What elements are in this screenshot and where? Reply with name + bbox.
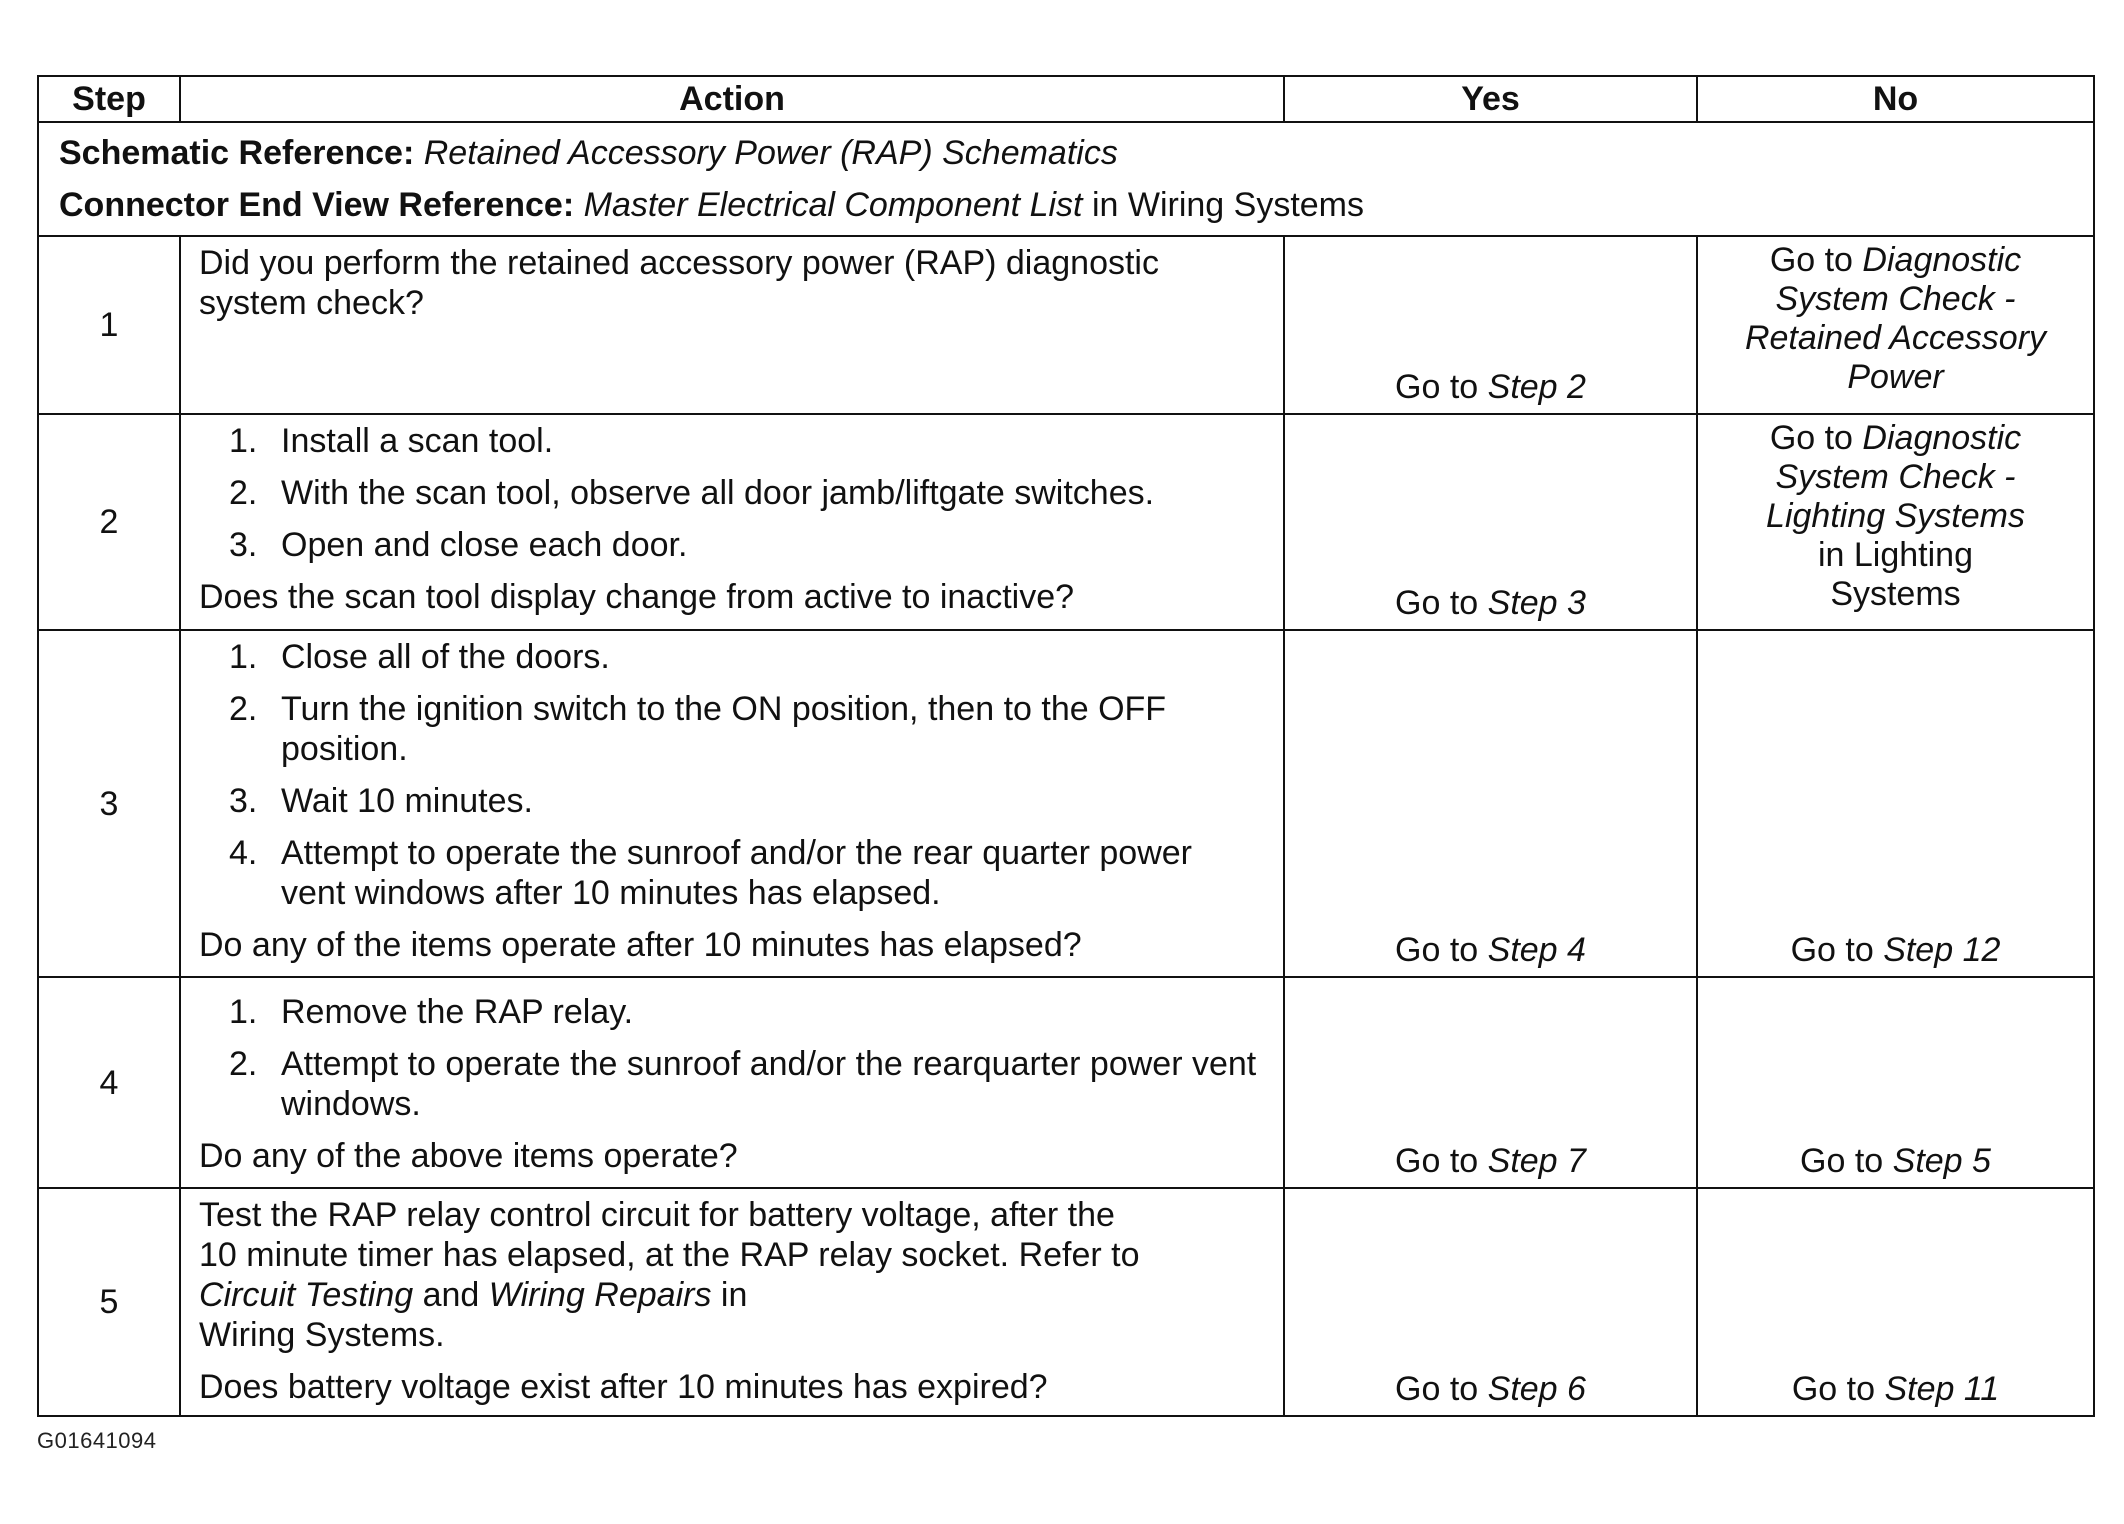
yes-cell [1284,630,1697,977]
step-number: 3 [38,630,180,977]
action-line: Wiring Systems. [199,1316,445,1354]
sub-step-text: With the scan tool, observe all door jamb/liftgate switches. [281,474,1155,512]
header-yes: Yes [1284,76,1697,122]
sub-step [199,473,1265,513]
goto-target: Retained Accessory [1744,319,2047,357]
table-row [38,630,2094,977]
goto-step-link: Step 11 [1884,1370,2000,1408]
goto-step-link: Step 12 [1883,931,2001,969]
sub-step [199,637,1265,677]
sub-step-number: 1. [229,638,258,676]
reference-link: Circuit Testing [199,1276,414,1314]
step-number: 2 [38,414,180,630]
goto-prefix: Go to [1790,931,1884,969]
no-goto [1800,1142,1991,1180]
goto-prefix: Go to [1395,1142,1488,1180]
no-cell [1697,1188,2094,1416]
action-cell [180,630,1284,977]
sub-step-number: 1. [229,422,258,460]
goto-step-link: Step 7 [1487,1142,1586,1180]
no-goto [1792,1370,1999,1408]
no-goto [1791,931,2001,969]
yes-goto [1395,1142,1586,1180]
sub-step-number: 3. [229,526,258,564]
step-number: 5 [38,1188,180,1416]
action-cell [180,1188,1284,1416]
sub-step-text: Attempt to operate the sunroof and/or the rearquarter power vent windows. [281,1045,1257,1123]
sub-step-number: 3. [229,782,258,820]
action-connector: in [711,1276,748,1314]
step-question: Does battery voltage exist after 10 minutes has expired? [199,1368,1048,1406]
yes-goto [1395,368,1586,406]
reference-row [38,122,2094,236]
table-row [38,1188,2094,1416]
sub-step-number: 4. [229,834,258,872]
step-number: 1 [38,236,180,414]
sub-step-number: 2. [229,690,258,728]
goto-prefix: Go to [1769,419,1863,457]
action-line: Test the RAP relay control circuit for battery voltage, after the [199,1196,1115,1234]
connector-reference-suffix: in Wiring Systems [1082,186,1364,224]
connector-reference-label: Connector End View Reference: [59,186,575,224]
sub-step-text: Install a scan tool. [281,422,554,460]
sub-step-text: Wait 10 minutes. [281,782,533,820]
step-question: Do any of the items operate after 10 minutes has elapsed? [199,926,1082,964]
action-line: 10 minute timer has elapsed, at the RAP relay socket. Refer to [199,1236,1140,1274]
yes-cell [1284,414,1697,630]
yes-cell [1284,1188,1697,1416]
connector-reference [59,179,2073,231]
goto-step-link: Step 4 [1487,931,1586,969]
schematic-reference-label: Schematic Reference: [59,134,415,172]
goto-step-link: Step 3 [1487,584,1586,622]
goto-prefix: Go to [1769,241,1863,279]
sub-step-text: Attempt to operate the sunroof and/or the rear quarter power vent windows after 10 minutes has elapsed. [281,834,1192,912]
sub-step [199,689,1265,769]
sub-step-text: Open and close each door. [281,526,688,564]
no-goto [1708,241,2083,397]
goto-target: System Check - [1775,280,2016,318]
header-row [38,76,2094,122]
step-number: 4 [38,977,180,1188]
goto-step-link: Step 2 [1487,368,1586,406]
goto-prefix: Go to [1395,1370,1488,1408]
goto-step-link: Step 6 [1487,1370,1586,1408]
action-text [199,1195,1265,1355]
figure-id: G01641094 [37,1428,157,1453]
sub-step [199,992,1265,1032]
sub-step [199,833,1265,913]
goto-target: Lighting Systems [1766,497,2025,535]
no-cell [1697,977,2094,1188]
goto-prefix: Go to [1800,1142,1893,1180]
goto-prefix: Go to [1791,1370,1885,1408]
sub-step-number: 1. [229,993,258,1031]
yes-cell [1284,236,1697,414]
table-row [38,236,2094,414]
header-no: No [1697,76,2094,122]
sub-step-text: Remove the RAP relay. [281,993,634,1031]
yes-goto [1395,1370,1586,1408]
goto-target: Diagnostic [1862,241,2022,279]
schematic-reference [59,127,2073,179]
sub-step [199,525,1265,565]
goto-prefix: Go to [1395,584,1488,622]
sub-step-text: Close all of the doors. [281,638,610,676]
action-text: Did you perform the retained accessory power (RAP) diagnostic system check? [199,244,1159,322]
yes-goto [1395,584,1586,622]
reference-link: Wiring Repairs [488,1276,712,1314]
diagnostic-table [37,75,2095,1417]
sub-step-list [199,992,1265,1124]
table-row [38,977,2094,1188]
sub-step [199,1044,1265,1124]
sub-step-list [199,421,1265,565]
goto-target-text: Systems [1830,575,1961,613]
header-step: Step [38,76,180,122]
action-line [199,1275,1265,1315]
yes-cell [1284,977,1697,1188]
header-action: Action [180,76,1284,122]
sub-step [199,781,1265,821]
table-row [38,414,2094,630]
action-cell [180,977,1284,1188]
no-cell [1697,414,2094,630]
goto-target-text: in Lighting [1817,536,1973,574]
sub-step-list [199,637,1265,913]
no-cell [1697,236,2094,414]
step-question: Does the scan tool display change from active to inactive? [199,578,1075,616]
step-question: Do any of the above items operate? [199,1137,738,1175]
goto-prefix: Go to [1395,368,1488,406]
connector-reference-value: Master Electrical Component List [583,186,1083,224]
yes-goto [1395,931,1586,969]
goto-target: System Check - [1775,458,2016,496]
sub-step-text: Turn the ignition switch to the ON position, then to the OFF position. [281,690,1167,768]
action-connector: and [413,1276,489,1314]
goto-target: Diagnostic [1862,419,2022,457]
goto-target: Power [1847,358,1944,396]
schematic-reference-value: Retained Accessory Power (RAP) Schematics [423,134,1118,172]
reference-cell [38,122,2094,236]
sub-step [199,421,1265,461]
goto-step-link: Step 5 [1892,1142,1991,1180]
goto-prefix: Go to [1395,931,1488,969]
no-cell [1697,630,2094,977]
sub-step-number: 2. [229,474,258,512]
action-cell [180,236,1284,414]
no-goto [1708,419,2083,614]
action-cell [180,414,1284,630]
sub-step-number: 2. [229,1045,258,1083]
